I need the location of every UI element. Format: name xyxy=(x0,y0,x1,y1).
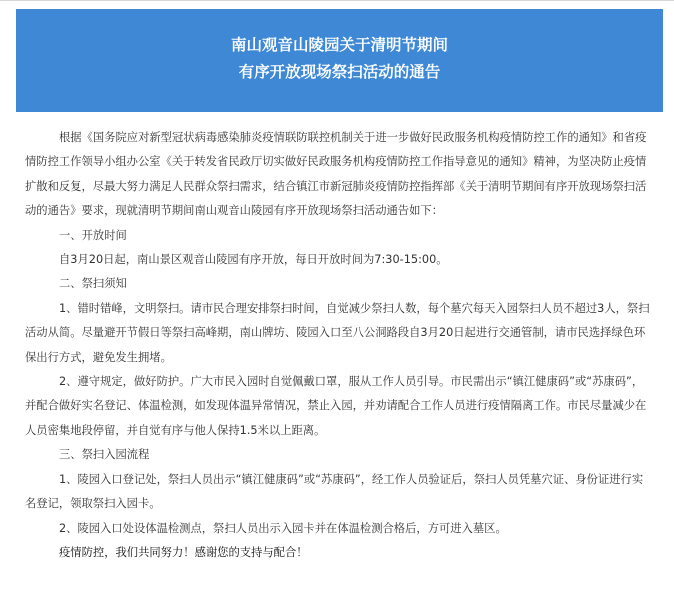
section-heading-visit-notice: 二、祭扫须知 xyxy=(59,277,127,291)
section-heading-entry-process: 三、祭扫入园流程 xyxy=(59,448,150,462)
title-banner xyxy=(16,9,663,112)
intro-paragraph: 根据《国务院应对新型冠状病毒感染肺炎疫情联防联控机制关于进一步做好民政服务机构疫情防控工作的通知》和省疫情防控工作领导小组办公室《关于转发省民政厅切实做好民政服务机构疫情防控工作指导意见的通知》精神，为坚决防止疫情扩散和反复，尽最大努力满足人民群众祭扫需求，结合镇江市新冠肺炎疫情防控指挥部《关于清明节期间有序开放现场祭扫活动的通告》要求，现就清明节期间南山观音山陵园有序开放现场祭扫活动通告如下： xyxy=(25,131,647,218)
section-heading-opening-hours: 一、开放时间 xyxy=(59,228,127,242)
notice-title-line-2: 有序开放现场祭扫活动的通告 xyxy=(238,62,441,81)
notice-title-line-1: 南山观音山陵园关于清明节期间 xyxy=(230,35,448,54)
visit-notice-item-2: 2、遵守规定，做好防护。广大市民入园时自觉佩戴口罩，服从工作人员引导。市民需出示“镇江健康码”或“苏康码”，并配合做好实名登记、体温检测，如发现体温异常情况，禁止入园，并劝请配合工作人员进行疫情隔离工作。市民尽量减少在人员密集地段停留，并自觉有序与他人保持1.5米以上距离。 xyxy=(25,375,647,437)
notice-body xyxy=(25,126,653,565)
closing-slogan: 疫情防控，我们共同努力！感谢您的支持与配合！ xyxy=(59,545,308,559)
top-divider xyxy=(0,0,674,1)
opening-hours-paragraph: 自3月20日起，南山景区观音山陵园有序开放，每日开放时间为7:30-15:00。 xyxy=(59,253,448,267)
entry-process-item-2: 2、陵园入口处设体温检测点，祭扫人员出示入园卡并在体温检测合格后，方可进入墓区。 xyxy=(59,521,507,535)
visit-notice-item-1: 1、错时错峰，文明祭扫。请市民合理安排祭扫时间，自觉减少祭扫人数，每个墓穴每天入园祭扫人员不超过3人，祭扫活动从简。尽量避开节假日等祭扫高峰期，南山牌坊、陵园入口至八公洞路段自3月20日起进行交通管制，请市民选择绿色环保出行方式，避免发生拥堵。 xyxy=(25,301,650,364)
entry-process-item-1: 1、陵园入口登记处，祭扫人员出示“镇江健康码”或“苏康码”，经工作人员验证后，祭扫人员凭墓穴证、身份证进行实名登记，领取祭扫入园卡。 xyxy=(25,472,644,511)
